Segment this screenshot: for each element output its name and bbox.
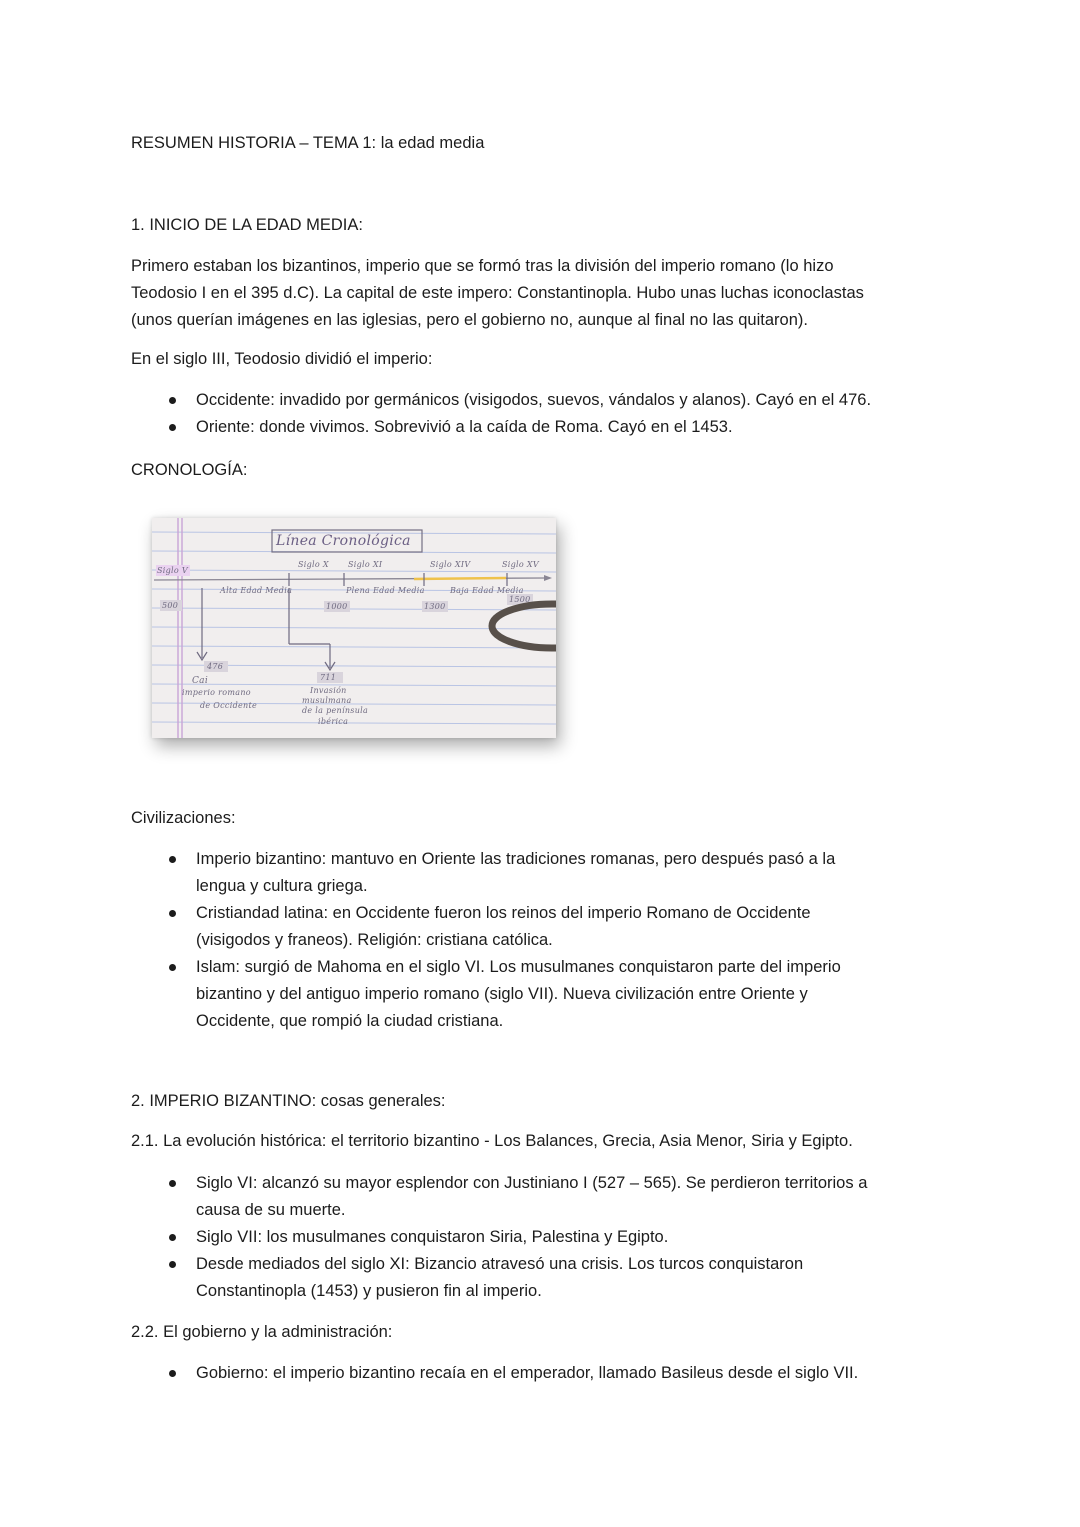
photo-year: 1500 (509, 595, 531, 604)
document-title: RESUMEN HISTORIA – TEMA 1: la edad media (131, 134, 485, 152)
civilizations-label: Civilizaciones: (131, 809, 236, 827)
photo-top-label: Siglo XV (502, 560, 539, 569)
photo-event2-year: 711 (320, 673, 337, 682)
subsection-2-1-heading: 2.1. La evolución histórica: el territorio bizantino - Los Balances, Grecia, Asia Menor, Siria y Egipto. (131, 1132, 853, 1150)
bullet-icon (169, 856, 176, 863)
government-list (131, 1360, 951, 1387)
photo-period: Alta Edad Media (220, 586, 293, 595)
bullet-icon (169, 1180, 176, 1187)
photo-event1-line: imperio romano (182, 688, 251, 697)
intro-line: Primero estaban los bizantinos, imperio que se formó tras la división del imperio romano (lo hizo (131, 257, 834, 275)
photo-left-year: 500 (162, 601, 179, 610)
photo-period: Baja Edad Media (450, 586, 524, 595)
bullet-icon (169, 397, 176, 404)
list-item: Siglo VII: los musulmanes conquistaron Siria, Palestina y Egipto. (131, 1224, 951, 1251)
photo-event2-line: ibérica (318, 717, 349, 726)
photo-year: 1300 (424, 602, 446, 611)
photo-event1-line: Cai (192, 676, 209, 686)
list-item: Gobierno: el imperio bizantino recaía en el emperador, llamado Basileus desde el siglo VII. (131, 1360, 951, 1387)
list-item: Siglo VI: alcanzó su mayor esplendor con Justiniano I (527 – 565). Se perdieron territorios a causa de su muerte. (131, 1170, 951, 1224)
photo-title: Línea Cronológica (276, 533, 411, 549)
section-1-intro (131, 253, 931, 334)
photo-left-century: Siglo V (157, 566, 188, 575)
bullet-icon (169, 1261, 176, 1268)
photo-event2-line: musulmana (302, 696, 352, 705)
bullet-icon (169, 1234, 176, 1241)
evolution-list (131, 1170, 951, 1305)
chronology-photo (152, 518, 556, 738)
photo-event1-line: de Occidente (200, 701, 258, 710)
photo-top-label: Siglo X (298, 560, 329, 569)
list-item: Occidente: invadido por germánicos (visigodos, suevos, vándalos y alanos). Cayó en el 476. (131, 387, 951, 414)
list-item: Desde mediados del siglo XI: Bizancio atravesó una crisis. Los turcos conquistaron Constantinopla (1453) y pusieron fin al imperio. (131, 1251, 951, 1305)
photo-top-label: Siglo XIV (430, 560, 471, 569)
photo-period: Plena Edad Media (346, 586, 425, 595)
list-item: Islam: surgió de Mahoma en el siglo VI. Los musulmanes conquistaron parte del imperio bizantino y del antiguo imperio romano (siglo VII). Nueva civilización entre Oriente y Occidente, que rompió la ciudad cristiana. (131, 954, 951, 1035)
list-item: Imperio bizantino: mantuvo en Oriente las tradiciones romanas, pero después pasó a la lengua y cultura griega. (131, 846, 951, 900)
chronology-label: CRONOLOGÍA: (131, 461, 248, 479)
photo-top-label: Siglo XI (348, 560, 383, 569)
bullet-icon (169, 1370, 176, 1377)
photo-event1-year: 476 (207, 662, 224, 671)
section-2-heading: 2. IMPERIO BIZANTINO: cosas generales: (131, 1092, 446, 1110)
photo-event2-line: Invasión (310, 686, 347, 695)
photo-event2-line: de la península (302, 706, 369, 715)
section-1-heading: 1. INICIO DE LA EDAD MEDIA: (131, 216, 363, 234)
intro-line: Teodosio I en el 395 d.C). La capital de este impero: Constantinopla. Hubo unas luchas iconoclastas (131, 284, 864, 302)
bullet-icon (169, 910, 176, 917)
division-list (131, 387, 951, 441)
list-item: Oriente: donde vivimos. Sobrevivió a la caída de Roma. Cayó en el 1453. (131, 414, 951, 441)
list-item: Cristiandad latina: en Occidente fueron los reinos del imperio Romano de Occidente (visigodos y franeos). Religión: cristiana católica. (131, 900, 951, 954)
division-intro: En el siglo III, Teodosio dividió el imperio: (131, 350, 433, 368)
bullet-icon (169, 964, 176, 971)
subsection-2-2-heading: 2.2. El gobierno y la administración: (131, 1323, 393, 1341)
civilizations-list (131, 846, 951, 1035)
photo-year: 1000 (326, 602, 348, 611)
intro-line: (unos querían imágenes en las iglesias, pero el gobierno no, aunque al final no las quitaron). (131, 311, 808, 329)
bullet-icon (169, 424, 176, 431)
